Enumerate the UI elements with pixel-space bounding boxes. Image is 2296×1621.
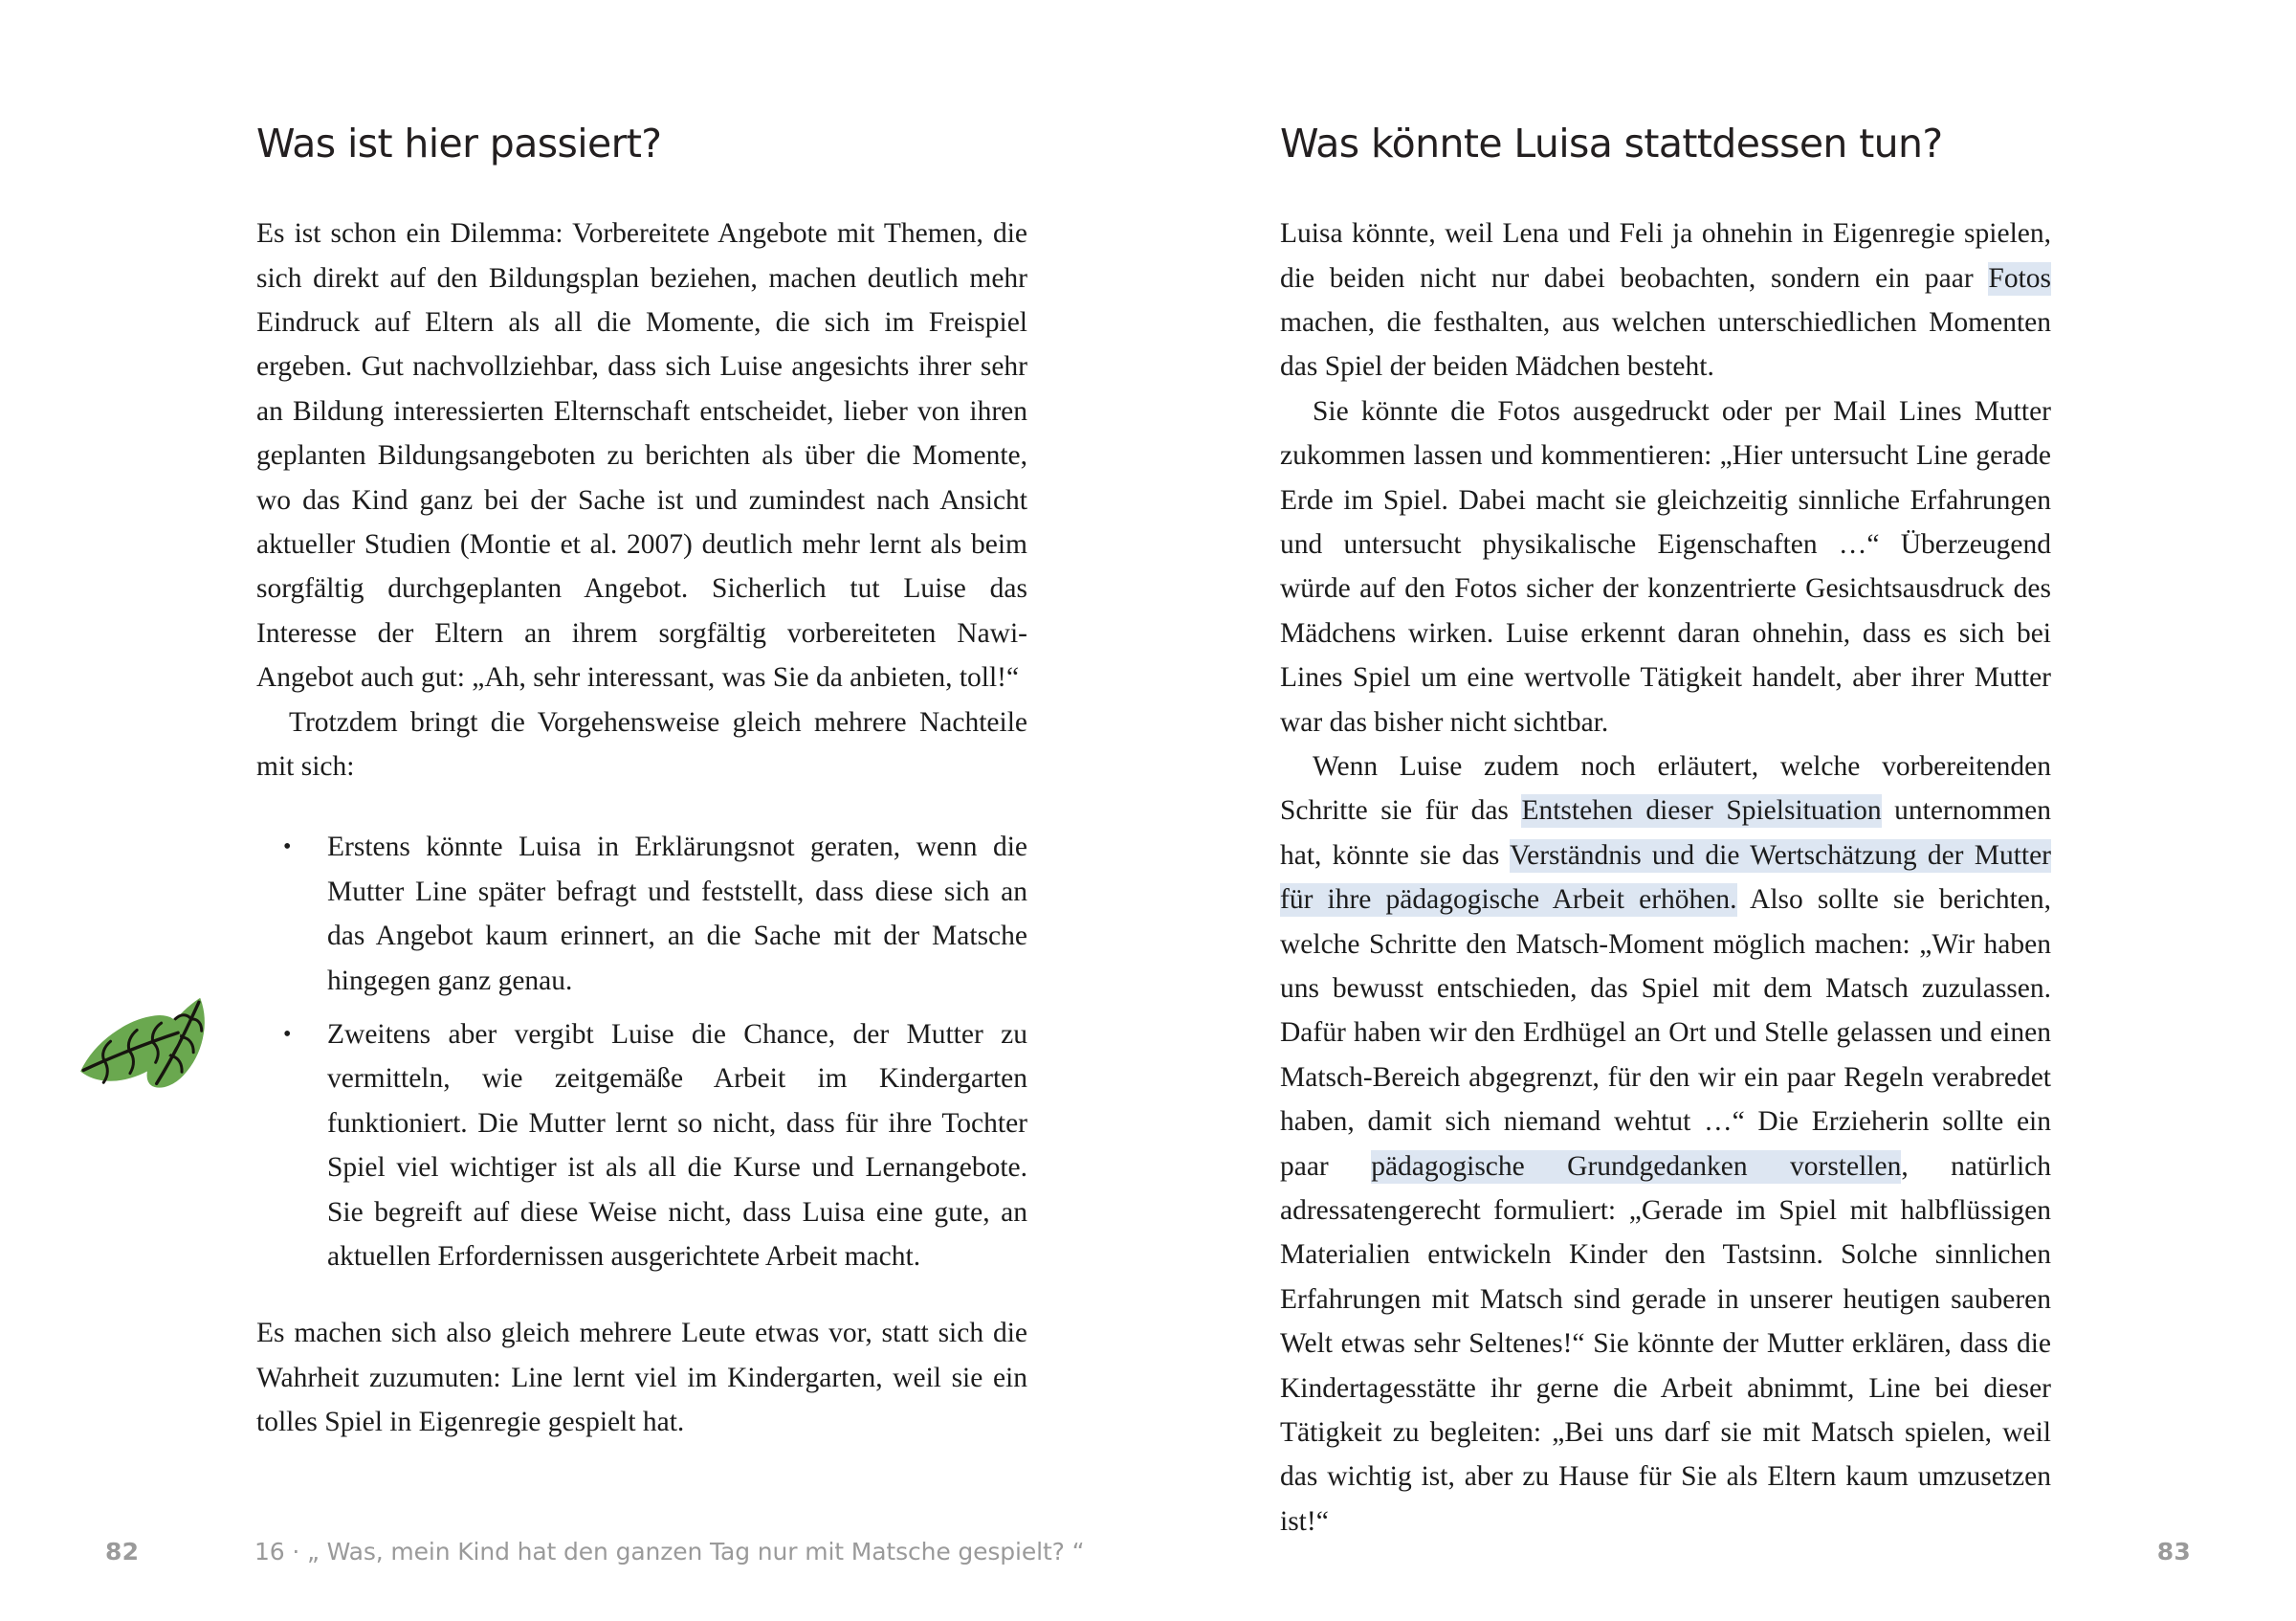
right-section-heading: Was könnte Luisa stattdessen tun? [1280, 121, 1943, 167]
left-page-footer [0, 1506, 1148, 1621]
running-title: 16 · „ Was, mein Kind hat den ganzen Tag nur mit Matsche gespielt? “ [254, 1538, 1085, 1565]
right-page-footer [1148, 1506, 2296, 1621]
paragraph-3-segment-2: unternommen hat, könnte sie das [1280, 795, 2051, 871]
list-item [256, 825, 1027, 1003]
folio-number-left: 82 [105, 1538, 140, 1565]
left-text-column [256, 122, 1027, 1445]
leaf-decoration [59, 984, 251, 1127]
left-paragraph-3: Es machen sich also gleich mehrere Leute etwas vor, statt sich die Wahrheit zuzumuten: Line lernt viel im Kindergarten, weil sie ein tolles Spiel in Eigenregie gespielt hat. [256, 1318, 1027, 1438]
right-paragraph-2: Sie könnte die Fotos ausgedruckt oder per Mail Lines Mutter zukommen lassen und kommentieren: „Hier untersucht Line gerade Erde im Spiel. Dabei macht sie gleichzeitig sinnliche Erfahrungen und untersucht physikalische Eigenschaften …“ Überzeugend würde auf den Fotos sicher der konzentrierte Gesichtsausdruck des Mädchens wirken. Luise erkennt daran ohnehin, dass es sich bei Lines Spiel um eine wertvolle Tätigkeit handelt, aber ihrer Mutter war das bisher nicht sichtbar. [1280, 395, 2051, 738]
bullet-marker-icon: • [283, 834, 292, 860]
left-paragraph-1: Es ist schon ein Dilemma: Vorbereitete Angebote mit Themen, die sich direkt auf den Bildungsplan beziehen, machen deutlich mehr Eindruck auf Eltern als all die Momente, die sich im Freispiel ergeben. Gut nachvollziehbar, dass sich Luise angesichts ihrer sehr an Bildung interessierten Elternschaft entscheidet, lieber von ihren geplanten Bildungsangeboten zu berichten als über die Momente, wo das Kind ganz bei der Sache ist und zumindest nach Ansicht aktueller Studien (Montie et al. 2007) deutlich mehr lernt als beim sorgfältig durchgeplanten Angebot. Sicherlich tut Luise das Interesse der Eltern an ihrem sorgfältig vorbereiteten Nawi-Angebot auch gut: „Ah, sehr interessant, was Sie da anbieten, toll!“ [256, 218, 1027, 694]
paragraph-3-segment-4: , natürlich adressatengerecht formuliert: „Gerade im Spiel mit halbflüssigen Materialien entwickeln Kinder den Tastsinn. Solche sinnlichen Erfahrungen mit Matsch sind gerade in unserer heutigen sauberen Welt etwas sehr Seltenes!“ Sie könnte der Mutter erklären, dass die Kindertagesstätte ihr gerne die Arbeit abnimmt, Line bei dieser Tätigkeit zu begleiten: „Bei uns darf sie mit Matsch spielen, weil das wichtig ist, aber zu Hause für Sie als Eltern kaum umzusetzen ist!“ [1280, 1150, 2051, 1537]
paragraph-1-segment-before: Luisa könnte, weil Lena und Feli ja ohnehin in Eigenregie spielen, die beiden nicht nur dabei beobachten, sondern ein paar [1280, 218, 2051, 294]
list-item-text: Erstens könnte Luisa in Erklärungsnot geraten, wenn die Mutter Line später befragt und feststellt, dass diese sich an das Angebot kaum erinnert, an die Sache mit der Matsche hingegen ganz genau. [327, 832, 1027, 996]
list-item-text: Zweitens aber vergibt Luise die Chance, der Mutter zu vermitteln, wie zeitgemäße Arbeit im Kindergarten funktioniert. Die Mutter lernt so nicht, dass für ihre Tochter Spiel viel wichtiger ist als all die Kurse und Lernangebote. Sie begreift auf diese Weise nicht, dass Luisa eine gute, an aktuellen Erfordernissen ausgerichtete Arbeit macht. [327, 1019, 1027, 1273]
list-item [256, 1012, 1027, 1278]
highlight-verstaendnis-wertschaetzung: Verständnis und die Wertschätzung der Mutter für ihre pädagogische Arbeit erhöhen. [1280, 839, 2051, 916]
paragraph-1-segment-after: machen, die festhalten, aus welchen unterschiedlichen Momenten das Spiel der beiden Mädchen besteht. [1280, 306, 2051, 383]
left-paragraph-2: Trotzdem bringt die Vorgehensweise gleich mehrere Nachteile mit sich: [256, 706, 1027, 782]
right-text-column [1280, 122, 2051, 1543]
highlight-paedagogische-grundgedanken: pädagogische Grundgedanken vorstellen [1371, 1150, 1902, 1182]
left-bullet-list [256, 825, 1027, 1278]
highlight-fotos: Fotos [1988, 262, 2051, 294]
leaf-pair-icon [59, 984, 251, 1127]
page-right [1148, 0, 2296, 1621]
right-paragraph-3 [1280, 744, 2051, 1543]
bullet-marker-icon: • [283, 1022, 292, 1047]
folio-number-right: 83 [2156, 1538, 2191, 1565]
highlight-entstehen-spielsituation: Entstehen dieser Spielsituation [1521, 795, 1882, 827]
paragraph-3-segment-3: Also sollte sie berichten, welche Schritte den Matsch-Moment möglich machen: „Wir haben uns bewusst entschieden, das Spiel mit dem Matsch zuzulassen. Dafür haben wir den Erdhügel an Ort und Stelle gelassen und einen Matsch-Bereich abgegrenzt, für den wir ein paar Regeln verabredet haben, damit sich niemand wehtut …“ Die Erzieherin sollte ein paar [1280, 884, 2051, 1182]
right-paragraph-1 [1280, 211, 2051, 389]
left-section-heading: Was ist hier passiert? [256, 121, 662, 167]
paragraph-3-segment-1: Wenn Luise zudem noch erläutert, welche vorbereitenden Schritte sie für das [1280, 750, 2051, 827]
